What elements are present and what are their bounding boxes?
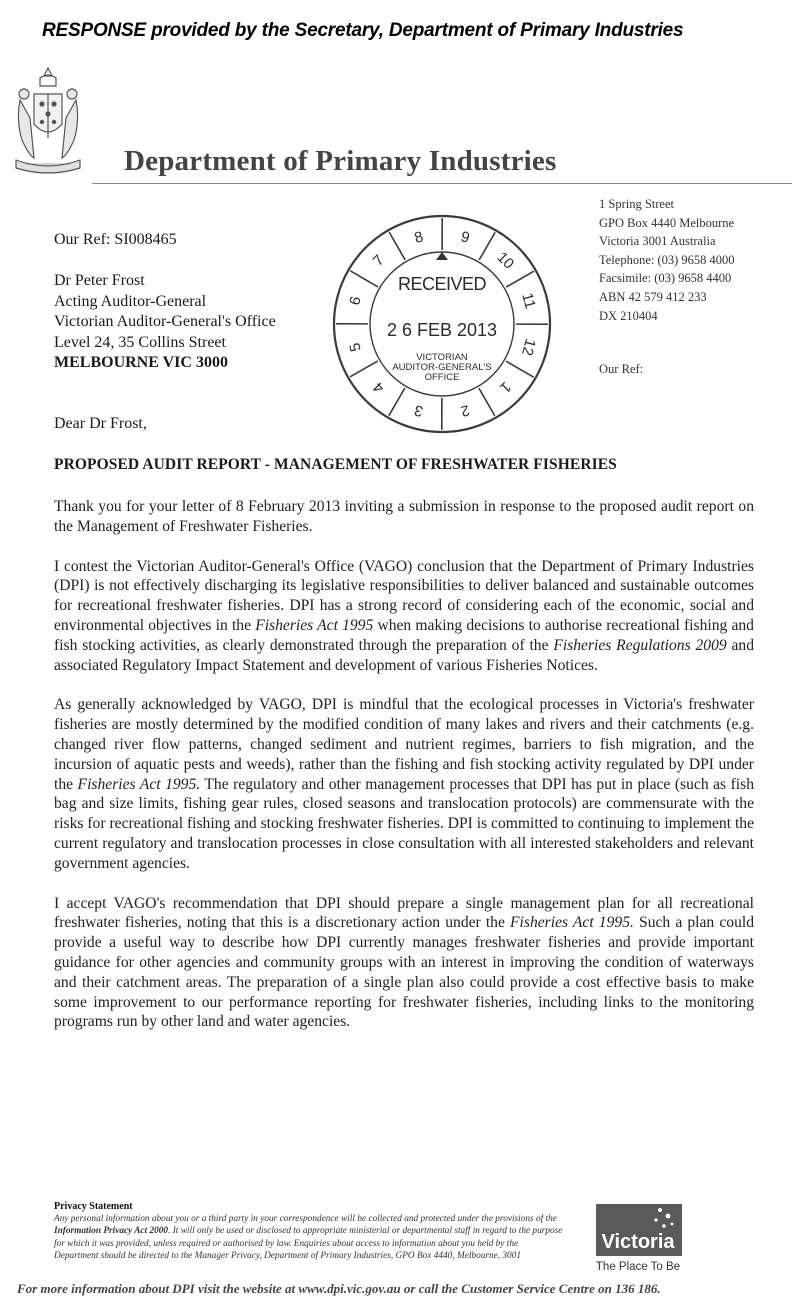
recipient-name: Dr Peter Frost (54, 272, 145, 289)
stamp-number: 1 (496, 378, 515, 397)
paragraph: I accept VAGO's recommendation that DPI should prepare a single management plan for all recreational freshwater fisheries, noting that this is a discretionary action under the Fisheries Act 1995. Such a plan could provide a useful way to describe how DPI currently manages freshwater fisheries and provide important guidance for other agencies and community groups with an interest in improving the condition of waterways and their catchment areas. The preparation of a single plan also could provide a cost effective basis to make some improvement to our performance reporting for freshwater fisheries, including links to the monitoring programs run by other land and water agencies. (54, 894, 754, 1031)
privacy-statement (54, 1201, 564, 1262)
stamp-number: 8 (412, 228, 426, 247)
stamp-tick (479, 232, 495, 260)
stamp-tick (389, 388, 405, 416)
recipient-address (54, 271, 276, 374)
stamp-number: 7 (369, 251, 388, 270)
recipient-title: Acting Auditor-General (54, 292, 207, 310)
letter-subject: PROPOSED AUDIT REPORT - MANAGEMENT OF FRESHWATER FISHERIES (54, 456, 617, 473)
stamp-number: 10 (493, 248, 518, 273)
crown-icon (436, 252, 448, 260)
stamp-office-line: OFFICE (424, 372, 460, 383)
stamp-number: 2 (458, 401, 472, 420)
address-line: Victoria 3001 Australia (599, 234, 716, 249)
stamp-number: 12 (518, 336, 539, 358)
paragraph: I contest the Victorian Auditor-General's Office (VAGO) conclusion that the Department of Primary Industries (DPI) is not effectively discharging its legislative responsibilities to deliver balanced and sustainable outcomes for recreational freshwater fisheries. DPI has a strong record of considering each of the economic, social and environmental objectives in the Fisheries Act 1995 when making decisions to authorise recreational fishing and fish stocking activities, as clearly demonstrated through the preparation of the Fisheries Regulations 2009 and associated Regulatory Impact Statement and development of various Fisheries Notices. (54, 557, 754, 674)
address-line: 1 Spring Street (599, 197, 674, 211)
stamp-tick (479, 388, 495, 416)
paragraph: As generally acknowledged by VAGO, DPI is mindful that the ecological processes in Victoria's freshwater fisheries are mostly determined by the modified condition of many lakes and rivers and their catchments (e.g. changed river flow patterns, changed sediment and nutrient regimes, barriers to fish migration, and the incursion of aquatic pests and weeds), rather than the fishing and fish stocking activity regulated by DPI under the Fisheries Act 1995. The regulatory and other management processes that DPI has put in place (such as fish bag and size limits, fishing gear rules, closed seasons and translocation protocols) are commensurate with the risks for recreational fishing and stocking freshwater fisheries. DPI is committed to continuing to implement the current regulatory and translocation processes in close consultation with all interested stakeholders and relevant government agencies. (54, 696, 754, 872)
coat-of-arms-icon (12, 64, 84, 176)
page-heading: RESPONSE provided by the Secretary, Department of Primary Industries (42, 20, 684, 41)
stamp-tick (350, 271, 378, 287)
stamp-number: 6 (346, 294, 365, 308)
victoria-logo (594, 1200, 684, 1274)
stamp-label: RECEIVED (397, 274, 487, 294)
paragraph: Thank you for your letter of 8 February 2013 inviting a submission in response to the proposed audit report on the Management of Freshwater Fisheries. (54, 498, 754, 535)
stamp-number: 4 (369, 378, 388, 397)
recipient-city: MELBOURNE VIC 3000 (54, 354, 228, 371)
footer-info: For more information about DPI visit the website at www.dpi.vic.gov.au or call the Customer Service Centre on 136 186. (17, 1281, 661, 1296)
stamp-number: 3 (412, 401, 426, 420)
stamp-tick (350, 361, 378, 377)
stamp-tick (506, 271, 534, 287)
stamp-office-line: VICTORIAN (416, 352, 468, 363)
received-stamp (328, 210, 556, 438)
privacy-title: Privacy Statement (54, 1201, 133, 1212)
header-divider (92, 183, 792, 184)
stamp-number: 11 (518, 291, 539, 311)
address-line: Facsimile: (03) 9658 4400 (599, 271, 732, 286)
recipient-street: Level 24, 35 Collins Street (54, 333, 226, 351)
address-line: GPO Box 4440 Melbourne (599, 215, 735, 230)
recipient-office: Victorian Auditor-General's Office (54, 313, 276, 330)
stamp-date: 2 6 FEB 2013 (386, 320, 498, 340)
our-ref-label: Our Ref: (599, 362, 644, 376)
address-line: DX 210404 (599, 308, 658, 323)
stamp-tick (389, 232, 405, 260)
address-line: ABN 42 579 412 233 (599, 289, 707, 304)
salutation: Dear Dr Frost, (54, 415, 147, 432)
privacy-text: Any personal information about you or a third party in your correspondence will be collected and protected under the provisions of the Information Privacy Act 2000. It will only be used or disclosed to appropriate ministerial or departmental staff in regard to the purpose for which it was provided, unless required or authorised by law. Enquiries about access to information about you held by the Department should be directed to the Manager Privacy, Department of Primary Industries, GPO Box 4440, Melbourne, 3001 (54, 1214, 563, 1261)
letter-body (54, 497, 754, 1052)
department-address (599, 195, 735, 325)
stamp-office-line: AUDITOR-GENERAL'S (392, 362, 492, 373)
logo-name: Victoria (601, 1231, 675, 1253)
our-reference: Our Ref: SI008465 (54, 231, 177, 248)
stamp-tick (506, 361, 534, 377)
address-line: Telephone: (03) 9658 4000 (599, 252, 735, 267)
stamp-number: 9 (458, 228, 472, 247)
logo-tagline: The Place To Be (595, 1261, 681, 1273)
stamp-number: 5 (346, 340, 365, 354)
department-title: Department of Primary Industries (124, 145, 557, 177)
